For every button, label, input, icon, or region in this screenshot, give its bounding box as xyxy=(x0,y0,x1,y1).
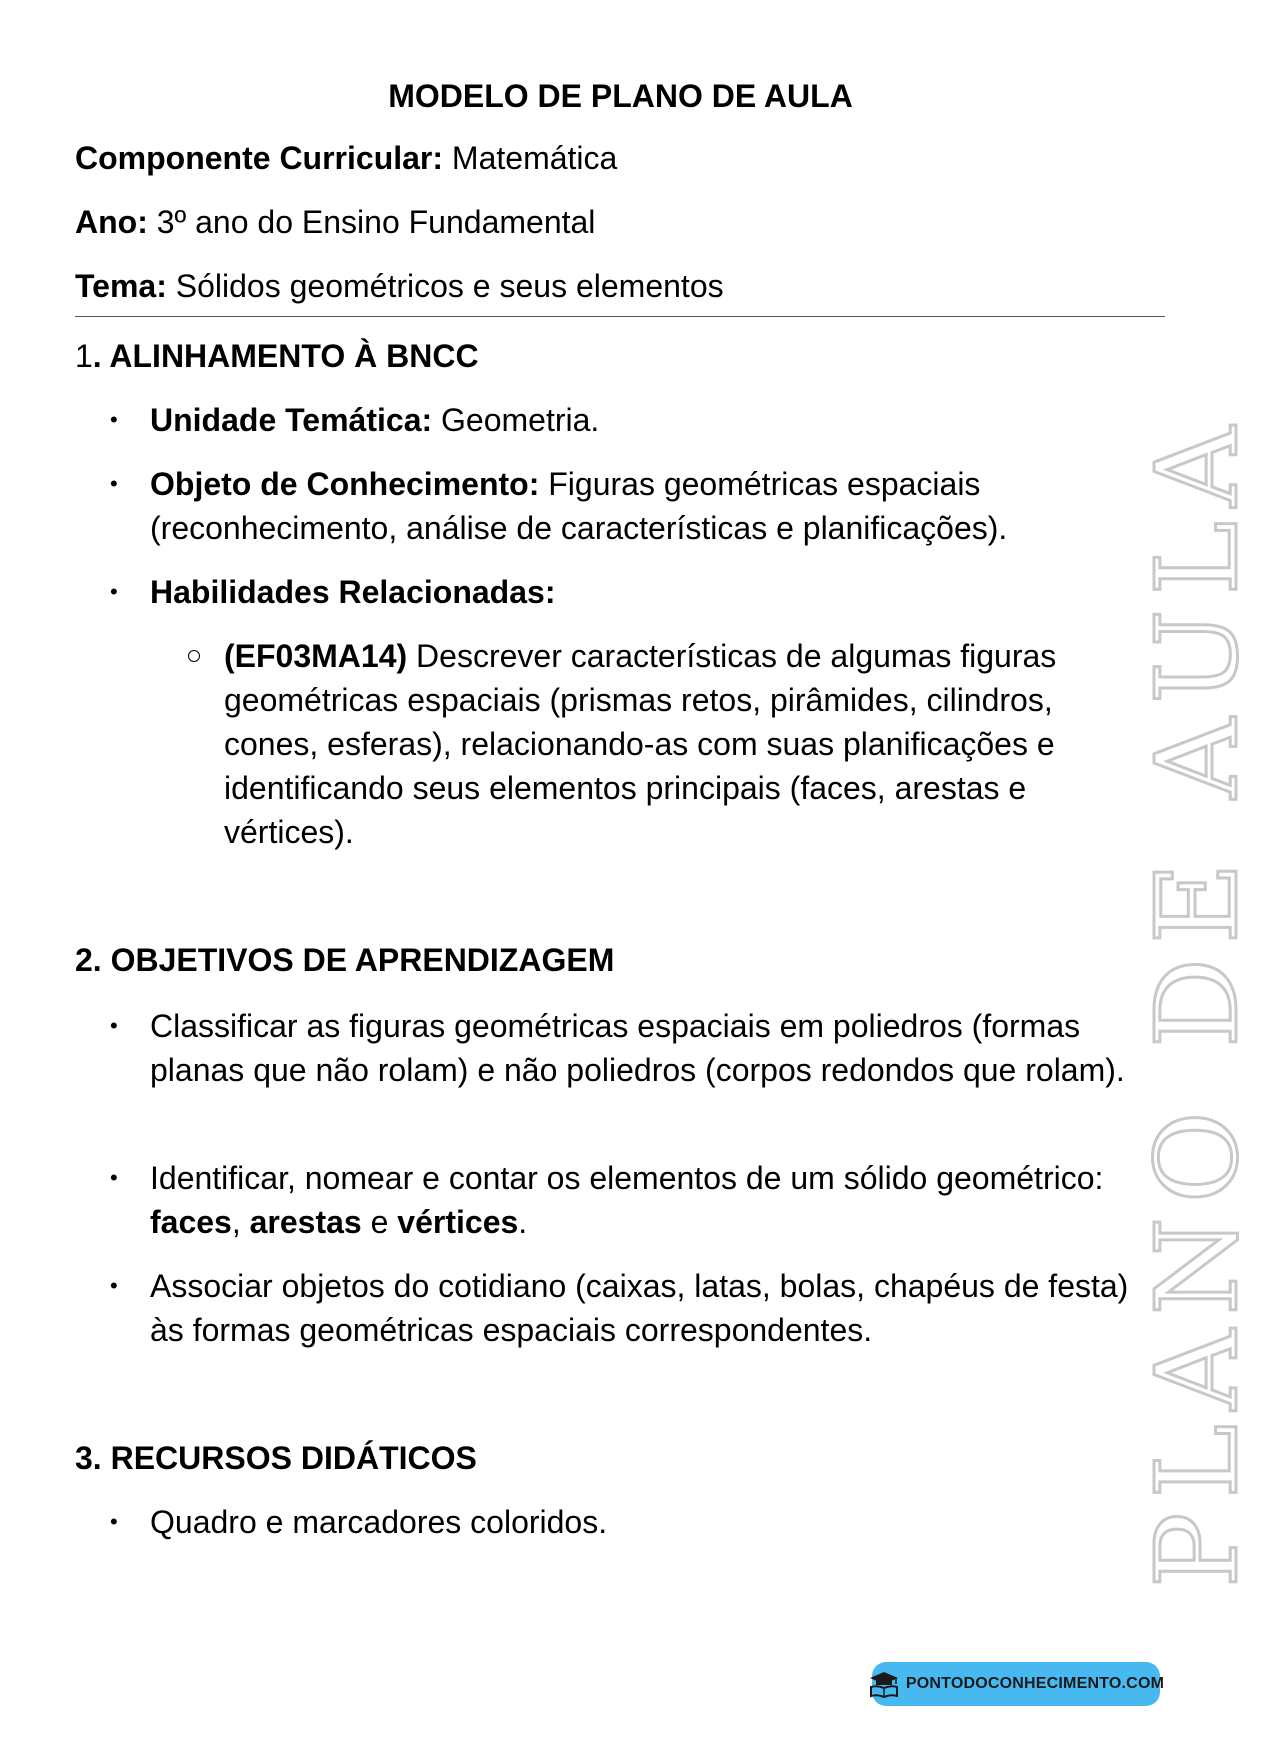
sub-list-item xyxy=(188,634,1108,854)
bullet-icon: • xyxy=(110,1165,118,1190)
item-text: Associar objetos do cotidiano (caixas, latas, bolas, chapéus de festa) às formas geométricas espaciais correspondentes. xyxy=(150,1268,1129,1348)
list-item xyxy=(110,1264,1150,1352)
bullet-icon: • xyxy=(110,579,118,604)
meta-componente xyxy=(75,138,617,178)
list-item xyxy=(110,1156,1170,1244)
meta-ano-value: 3º ano do Ensino Fundamental xyxy=(156,204,596,240)
meta-ano xyxy=(75,202,595,242)
bullet-icon: • xyxy=(110,1273,118,1298)
meta-componente-value: Matemática xyxy=(451,140,618,176)
section-1-number: 1 xyxy=(75,338,93,374)
bullet-icon: • xyxy=(110,407,118,432)
item-text: Quadro e marcadores coloridos. xyxy=(150,1504,608,1540)
meta-tema-label: Tema: xyxy=(75,268,167,304)
bullet-icon: • xyxy=(110,1509,118,1534)
separator: e xyxy=(361,1204,398,1240)
section-1-heading xyxy=(75,336,479,376)
meta-componente-label: Componente Curricular: xyxy=(75,140,444,176)
separator: , xyxy=(231,1204,250,1240)
meta-tema xyxy=(75,266,724,306)
item-label: Unidade Temática: xyxy=(150,402,433,438)
document-title: MODELO DE PLANO DE AULA xyxy=(388,78,853,114)
item-label: Objeto de Conhecimento: xyxy=(150,466,540,502)
list-item xyxy=(110,570,1150,614)
header-divider xyxy=(75,316,1165,317)
term-arestas: arestas xyxy=(249,1204,362,1240)
list-item xyxy=(110,462,1150,550)
brand-text: PONTODOCONHECIMENTO.COM xyxy=(905,1675,1165,1692)
section-3-heading: 3. RECURSOS DIDÁTICOS xyxy=(75,1440,477,1476)
watermark-text: PLANO DE AULA xyxy=(1133,412,1263,1588)
skill-text: Descrever características de algumas figuras geométricas espaciais (prismas retos, pirâmides, cilindros, cones, esferas), relacionando-as com suas planificações e identificando seus elementos principais (faces, arestas e vértices). xyxy=(224,638,1057,850)
item-value: Figuras geométricas espaciais (reconhecimento, análise de características e planificações). xyxy=(150,466,1008,546)
item-value: Geometria. xyxy=(441,402,600,438)
section-1-heading-text: . ALINHAMENTO À BNCC xyxy=(92,338,479,374)
term-faces: faces xyxy=(150,1204,232,1240)
period: . xyxy=(518,1204,528,1240)
brand-badge[interactable] xyxy=(872,1662,1165,1706)
bullet-icon: • xyxy=(110,1013,118,1038)
item-text: Identificar, nomear e contar os elementos de um sólido geométrico: xyxy=(150,1160,1104,1196)
list-item xyxy=(110,1004,1150,1092)
list-item xyxy=(110,1500,1150,1544)
item-text: Classificar as figuras geométricas espaciais em poliedros (formas planas que não rolam) e não poliedros (corpos redondos que rolam). xyxy=(150,1008,1125,1088)
section-2-heading: 2. OBJETIVOS DE APRENDIZAGEM xyxy=(75,942,615,978)
bullet-icon: • xyxy=(110,471,118,496)
meta-ano-label: Ano: xyxy=(75,204,148,240)
graduation-book-icon xyxy=(868,1670,900,1698)
skill-code: (EF03MA14) xyxy=(224,638,408,674)
meta-tema-value: Sólidos geométricos e seus elementos xyxy=(175,268,724,304)
item-label: Habilidades Relacionadas: xyxy=(150,574,556,610)
list-item xyxy=(110,398,1150,442)
term-vertices: vértices xyxy=(397,1204,519,1240)
circle-bullet-icon xyxy=(188,650,200,662)
